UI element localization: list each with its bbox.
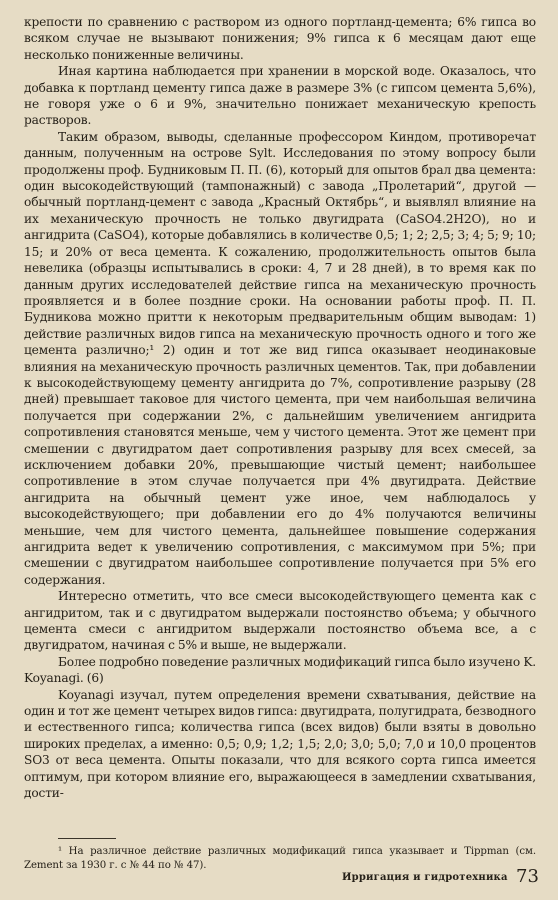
page-number: 73 — [516, 866, 539, 887]
footnote-divider — [58, 838, 116, 839]
footnote: ¹ На различное действие различных модификаций гипса указывает и Tippman (см. Zement за 1930 г. с № 44 по № 47). — [24, 845, 536, 871]
paragraph-koyanagi-intro: Более подробно поведение различных модификаций гипса было изучено K. Koyanagi. (6) — [24, 654, 536, 686]
body-text — [24, 14, 536, 802]
paragraph-volume-constancy: Интересно отметить, что все смеси высокодействующего цемента как с ангидритом, так и с двугидратом выдержали постоянство объема; у обычного цемента смеси с ангидритом выдержали постоянство объема все, а с двугидратом, начиная с 5% и выше, не выдержали. — [24, 589, 536, 653]
paragraph-koyanagi-study: Koyanagi изучал, путем определения времени схватывания, действие на один и тот же цемент четырех видов гипса: двугидрата, полугидрата, безводного и естественного гипса; количества гипса (всех видов) были взяты в довольно широких пределах, а именно: 0,5; 0,9; 1,2; 1,5; 2,0; 3,0; 5,0; 7,0 и 10,0 процентов SO3 от веса цемента. Опыты показали, что для всякого сорта гипса имеется оптимум, при котором влияние его, выражающееся в замедлении схватывания, дости- — [24, 687, 536, 801]
paragraph-budnikov: Таким образом, выводы, сделанные профессором Киндом, противоречат данным, полученным на острове Sylt. Исследования по этому вопросу были продолжены проф. Будниковым П. П. (6), который для опытов брал два цемента: один высокодействующий (тампонажный) с завода „Пролетарий“, другой —обычный портланд-цемент с завода „Красный Октябрь“, и выявлял влияние на их механическую прочность не только двугидрата (CaSO4.2H2O), но и ангидрита (CaSO4), которые добавлялись в количестве 0,5; 1; 2; 2,5; 3; 4; 5; 9; 10; 15; и 20% от веса цемента. К сожалению, продолжительность опытов была невелика (образцы испытывались в сроки: 4, 7 и 28 дней), в то время как по данным других исследователей действие гипса на механическую прочность проявляется и в более поздние сроки. На основании работы проф. П. П. Будникова можно притти к некоторым предварительным общим выводам: 1) действие различных видов гипса на механическую прочность одного и того же цемента различно;¹ 2) один и тот же вид гипса оказывает неодинаковые влияния на механическую прочность различных цементов. Так, при добавлении к высокодействующему цементу ангидрита до 7%, сопротивление разрыву (28 дней) превышает таковое для чистого цемента, при чем наибольшая величина получается при содержании 2%, с дальнейшим увеличением ангидрита сопротивления становятся меньше, чем у чистого цемента. Этот же цемент при смешении с двугидратом дает сопротивления разрыву для всех смесей, за исключением добавки 20%, превышающие чистый цемент; наибольшее сопротивление в этом случае получается при 4% двугидрата. Действие ангидрита на обычный цемент уже иное, чем наблюдалось у высокодействующего; при добавлении его до 4% получаются величины меньшие, чем для чистого цемента, дальнейшее повышение содержания ангидрита ведет к увеличению сопротивления, с максимумом при 5%; при смешении с двугидратом наибольшее сопротивление получается при 5% его содержания. — [24, 129, 536, 587]
paragraph-continuation: крепости по сравнению с раствором из одного портланд-цемента; 6% гипса во всяком случае не вызывают понижения; 9% гипса к 6 месяцам дают еще несколько пониженные величины. — [24, 15, 536, 62]
paragraph-sea-water: Иная картина наблюдается при хранении в морской воде. Оказалось, что добавка к портланд цементу гипса даже в размере 3% (с гипсом цемента 5,6%), не говоря уже о 6 и 9%, значительно понижает механическую крепость растворов. — [24, 64, 536, 128]
running-footer: Ирригация и гидротехника — [342, 872, 508, 883]
